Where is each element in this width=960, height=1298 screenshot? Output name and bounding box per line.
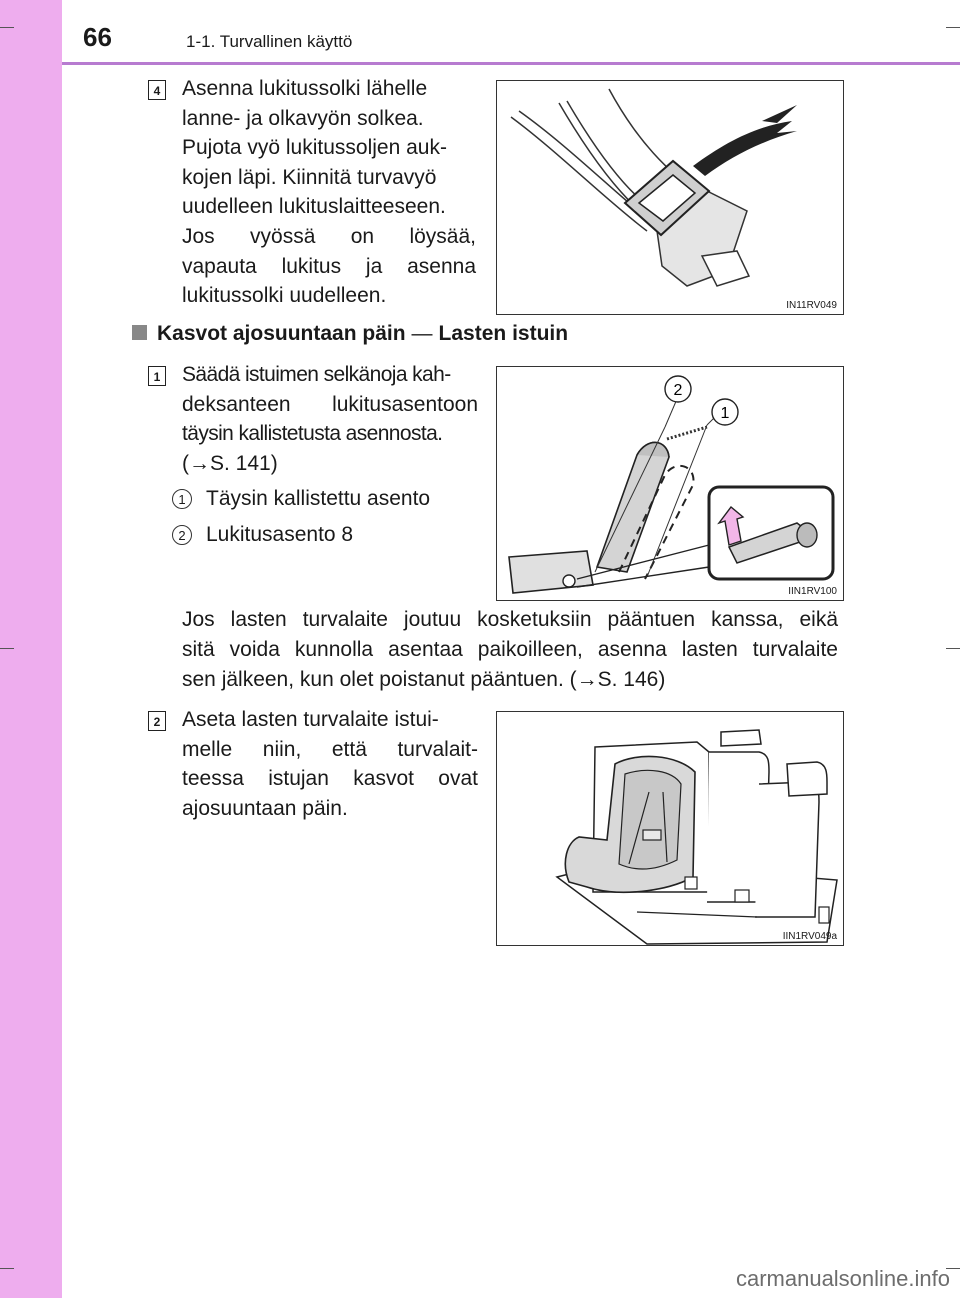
figure-code: IIN1RV049a	[782, 931, 837, 942]
page-number: 66	[83, 22, 112, 52]
figure-code: IN11RV049	[786, 300, 837, 311]
text-line: Jos vyössä on löysää,	[182, 224, 476, 248]
text-line: ajosuuntaan päin.	[182, 796, 348, 820]
step-badge-4: 4	[148, 80, 166, 100]
heading-left: Kasvot ajosuuntaan päin	[157, 322, 406, 345]
text-line: Pujota vyö lukitussoljen auk-	[182, 136, 447, 160]
text-line: (→S. 141)	[182, 451, 278, 475]
list-item-1: Täysin kallistettu asento	[206, 487, 431, 510]
text-line: deksanteen lukitusasentoon	[182, 392, 478, 416]
crop-mark	[946, 648, 960, 649]
locking-clip-illustration	[497, 81, 844, 315]
step-2-text	[182, 705, 478, 823]
text-line: lanne- ja olkavyön solkea.	[182, 106, 424, 130]
figure-code: IIN1RV100	[788, 586, 837, 597]
step-1-text	[182, 360, 478, 478]
figure-label-1: 1	[720, 405, 730, 422]
text-line: teessa istujan kasvot ovat	[182, 767, 478, 791]
list-badge-2: 2	[172, 525, 192, 545]
text-line: lukitussolki uudelleen.	[182, 284, 387, 308]
figure-seatback-angle	[496, 366, 844, 601]
header-rule	[62, 62, 960, 65]
text-line: Aseta lasten turvalaite istui-	[182, 708, 439, 731]
step-4-text	[182, 74, 476, 311]
seatback-illustration	[497, 367, 844, 601]
text-line: uudelleen lukituslaitteeseen.	[182, 195, 446, 219]
heading-right: Lasten istuin	[438, 322, 569, 345]
text-line: sitä voida kunnolla asentaa paikoilleen, asenna lasten turvalaite	[182, 638, 838, 661]
list-badge-1: 1	[172, 489, 192, 509]
figure-locking-clip	[496, 80, 844, 315]
crop-mark	[0, 1268, 14, 1269]
header-band	[0, 0, 960, 64]
chapter-title: 1-1. Turvallinen käyttö	[186, 32, 353, 51]
crop-mark	[0, 27, 14, 28]
step-badge-2: 2	[148, 711, 166, 731]
text-line: Jos lasten turvalaite joutuu kosketuksiin pääntuen kanssa, eikä	[182, 608, 838, 631]
page-sidebar	[0, 0, 62, 1298]
list-item-2: Lukitusasento 8	[206, 523, 354, 546]
headrest-note	[182, 605, 838, 695]
figure-label-2: 2	[673, 382, 683, 399]
text-line: melle niin, että turvalait-	[182, 737, 478, 761]
crop-mark	[946, 27, 960, 28]
text-line: Asenna lukitussolki lähelle	[182, 77, 428, 100]
step-badge-1: 1	[148, 366, 166, 386]
child-seat-illustration	[497, 712, 844, 946]
figure-child-seat	[496, 711, 844, 946]
heading-square-icon	[132, 325, 147, 340]
text-line: täysin kallistetusta asennosta.	[182, 422, 443, 446]
text-line: Säädä istuimen selkänoja kah-	[182, 363, 451, 386]
heading-dash: —	[411, 322, 433, 345]
section-heading	[132, 322, 568, 346]
crop-mark	[0, 648, 14, 649]
text-line: vapauta lukitus ja asenna	[182, 254, 476, 278]
watermark: carmanualsonline.info	[735, 1266, 950, 1291]
text-line: kojen läpi. Kiinnitä turvavyö	[182, 165, 437, 189]
text-line: sen jälkeen, kun olet poistanut pääntuen. (→S. 146)	[182, 668, 666, 691]
